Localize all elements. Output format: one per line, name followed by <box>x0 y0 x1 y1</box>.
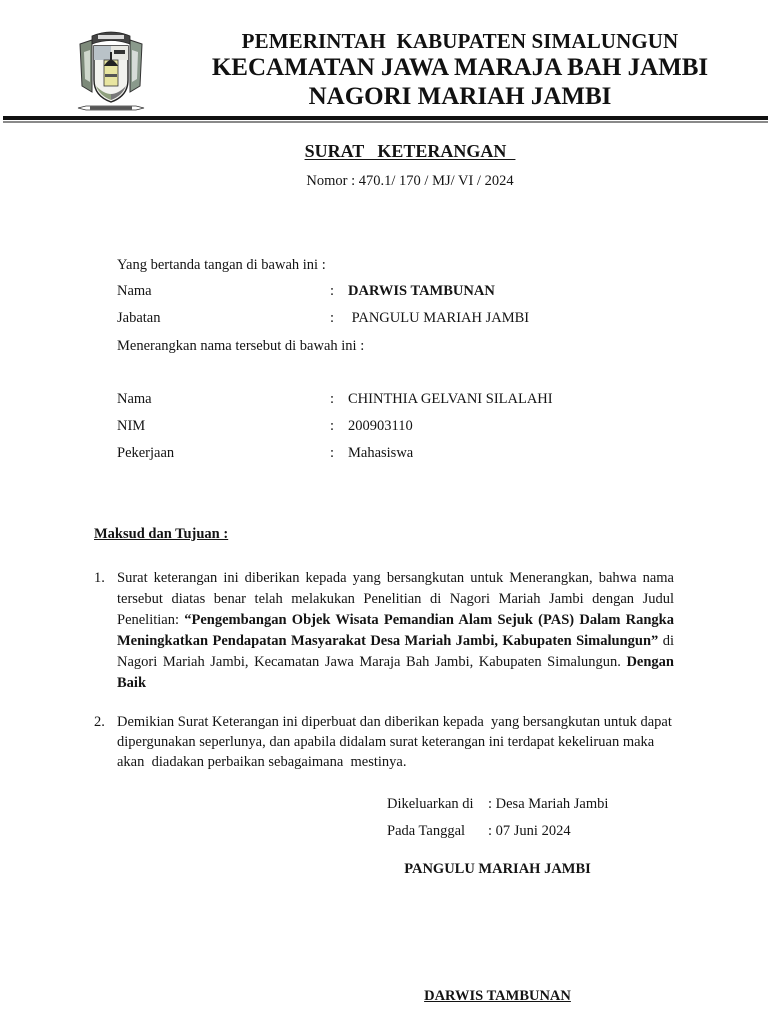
subject-occupation-label: Pekerjaan <box>117 445 175 461</box>
issued-date-label: Pada Tanggal <box>387 823 466 839</box>
purpose-item-1-closing: Dengan Baik <box>117 654 674 691</box>
subject-nim-colon: : <box>330 418 335 434</box>
purpose-item-1 <box>94 568 674 694</box>
issued-place-label: Dikeluarkan di <box>387 796 474 812</box>
subject-nim-label: NIM <box>117 418 146 434</box>
subject-name-label: Nama <box>117 391 152 407</box>
signatory-position-label: Jabatan <box>117 310 161 326</box>
signatory-name-value: DARWIS TAMBUNAN <box>348 283 495 299</box>
letterhead-divider-thin <box>3 121 768 123</box>
subject-occupation-colon: : <box>330 445 335 461</box>
purpose-heading: Maksud dan Tujuan : <box>94 526 229 542</box>
signatory-name-colon: : <box>330 283 335 299</box>
letterhead-line-village: NAGORI MARIAH JAMBI <box>308 83 612 110</box>
regency-logo-icon <box>76 30 146 116</box>
document-title <box>200 141 620 162</box>
purpose-item-1-text: Surat keterangan ini diberikan kepada yang bersangkutan untuk Menerangkan, bahwa nama tersebut diatas benar telah melakukan Penelitian di Nagori Mariah Jambi dengan Judul Penelitian: <box>117 570 674 628</box>
purpose-item-2-body: Demikian Surat Keterangan ini diperbuat dan diberikan kepada yang bersangkutan untuk dapat dipergunakan seperlunya, dan apabila didalam surat keterangan ini terdapat kekeliruan maka akan diadakan perbaikan sebagaimana mestinya. <box>117 714 676 770</box>
document-number: Nomor : 470.1/ 170 / MJ/ VI / 2024 <box>306 173 514 189</box>
purpose-item-1-body <box>117 568 674 694</box>
signer-title: PANGULU MARIAH JAMBI <box>404 861 591 877</box>
subject-nim-value: 200903110 <box>348 418 413 434</box>
purpose-item-2 <box>94 712 674 772</box>
purpose-item-1-location: di Nagori Mariah Jambi, Kecamatan Jawa Maraja Bah Jambi, Kabupaten Simalungun. <box>117 633 675 670</box>
letterhead-divider-thick <box>3 116 768 120</box>
signer-name: DARWIS TAMBUNAN <box>424 988 571 1004</box>
signatory-intro: Yang bertanda tangan di bawah ini : <box>117 257 326 273</box>
issued-place-value: : Desa Mariah Jambi <box>488 796 609 812</box>
subject-name-colon: : <box>330 391 335 407</box>
signatory-name-label: Nama <box>117 283 152 299</box>
letterhead-line-government: PEMERINTAH KABUPATEN SIMALUNGUN <box>241 29 679 53</box>
issued-date-value: : 07 Juni 2024 <box>488 823 571 839</box>
signatory-position-colon: : <box>330 310 335 326</box>
letterhead-line-district: KECAMATAN JAWA MARAJA BAH JAMBI <box>211 54 709 81</box>
document-title-text: SURAT KETERANGAN <box>304 141 516 161</box>
signatory-position-value: PANGULU MARIAH JAMBI <box>348 310 530 326</box>
subject-intro: Menerangkan nama tersebut di bawah ini : <box>117 338 365 354</box>
purpose-item-2-number: 2. <box>94 714 105 730</box>
subject-occupation-value: Mahasiswa <box>348 445 414 461</box>
subject-name-value: CHINTHIA GELVANI SILALAHI <box>348 391 553 407</box>
research-title: “Pengembangan Objek Wisata Pemandian Alam Sejuk (PAS) Dalam Rangka Meningkatkan Pendapatan Masyarakat Desa Mariah Jambi, Kabupaten Simalungun” <box>117 612 674 649</box>
purpose-item-1-number: 1. <box>94 570 105 586</box>
